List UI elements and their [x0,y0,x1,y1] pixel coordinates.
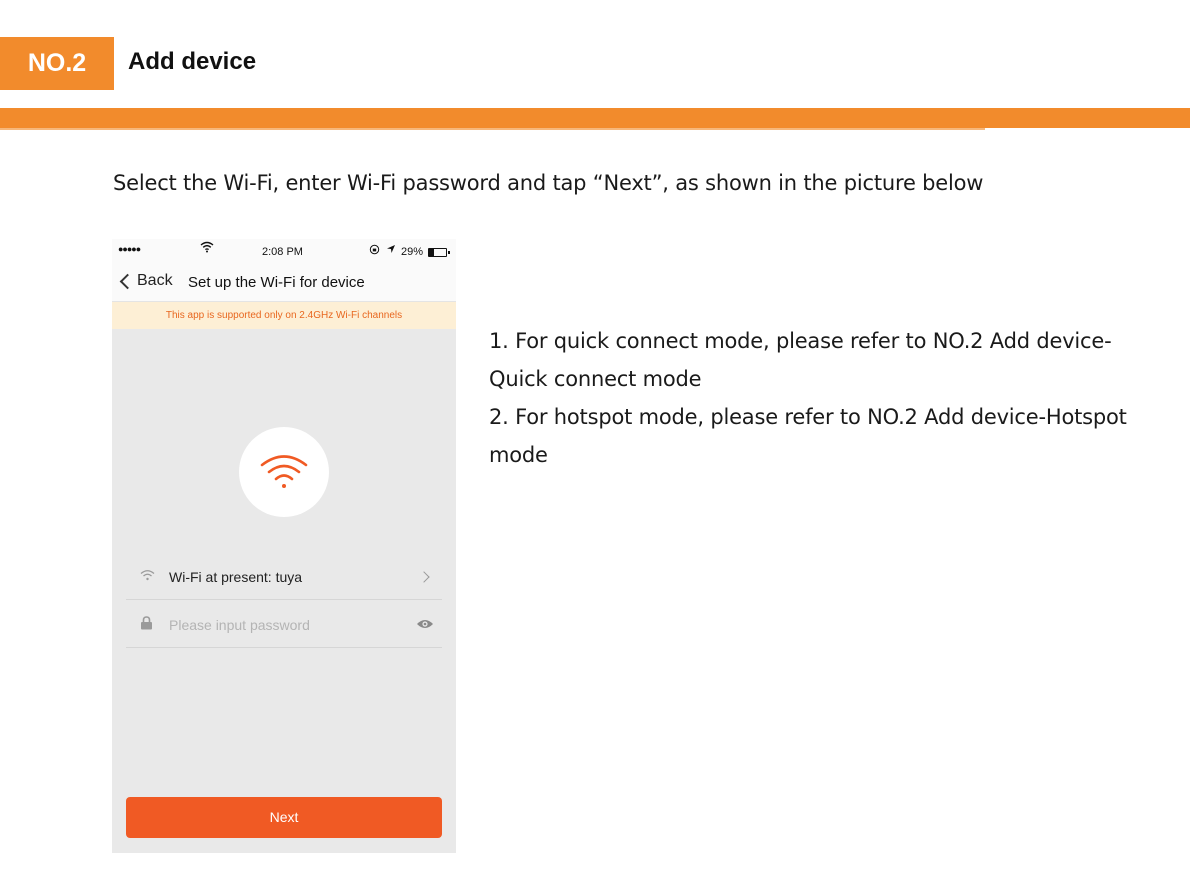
eye-icon[interactable] [416,617,434,635]
battery-percent: 29% [401,246,424,258]
channel-notice: This app is supported only on 2.4GHz Wi-Fi channels [112,302,456,329]
header-divider [0,108,1190,128]
location-icon [386,244,396,257]
password-input[interactable]: Please input password [169,617,310,633]
wifi-illustration [239,427,329,517]
battery-icon [428,248,447,257]
password-row[interactable] [126,601,442,648]
status-time: 2:08 PM [262,246,303,258]
back-label: Back [137,272,173,289]
intro-text: Select the Wi-Fi, enter Wi-Fi password and tap “Next”, as shown in the picture below [113,171,984,195]
wifi-current-label: Wi-Fi at present: tuya [169,569,303,585]
wifi-large-icon [259,452,309,492]
section-title: Add device [128,48,257,75]
nav-bar [112,263,456,302]
back-button[interactable] [118,272,173,290]
rotation-lock-icon [369,244,380,258]
signal-indicator: ●●●●● [118,244,141,254]
instruction-quick-connect: 1. For quick connect mode, please refer to NO.2 Add device-Quick connect mode [489,329,1112,391]
header-divider-line [0,128,985,130]
lock-icon [140,616,153,635]
status-wifi-icon [200,241,214,256]
instructions [489,322,1169,474]
wifi-icon [140,568,155,586]
next-button[interactable]: Next [126,797,442,838]
phone-screenshot [112,239,456,853]
chevron-right-icon [418,571,429,582]
wifi-select-row[interactable] [126,553,442,600]
instruction-hotspot: 2. For hotspot mode, please refer to NO.2 Add device-Hotspot mode [489,405,1127,467]
section-badge: NO.2 [0,37,114,90]
screen-title: Set up the Wi-Fi for device [188,274,365,291]
status-bar [112,239,456,263]
chevron-left-icon [120,273,136,289]
